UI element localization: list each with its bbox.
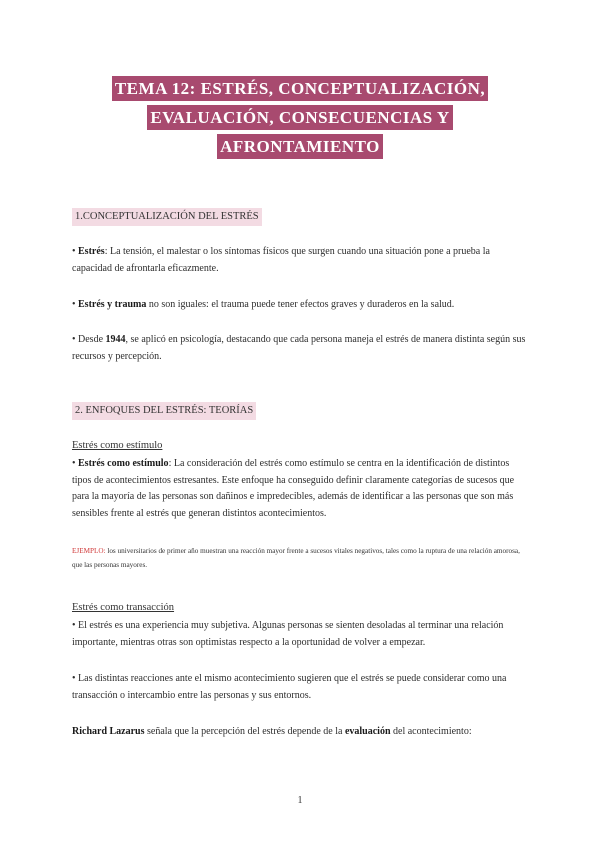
paragraph-historia [72, 332, 528, 365]
term-estimulo: Estrés como estímulo [78, 458, 169, 469]
term-evaluacion: evaluación [344, 726, 391, 737]
lazarus-end: del acontecimiento: [390, 726, 472, 737]
page-title [0, 76, 600, 163]
bullet: • [72, 458, 76, 469]
title-line-2: EVALUACIÓN, CONSECUENCIAS Y [147, 105, 452, 130]
example-tag: EJEMPLO: [72, 547, 106, 555]
paragraph-transaccion-1 [72, 618, 528, 651]
paragraph-estres-trauma [72, 297, 528, 314]
title-line-1: TEMA 12: ESTRÉS, CONCEPTUALIZACIÓN, [112, 76, 488, 101]
author-lazarus: Richard Lazarus [72, 726, 145, 737]
paragraph-lazarus [72, 724, 528, 741]
example-note [72, 544, 528, 572]
bullet: • [72, 673, 76, 684]
term-estres: Estrés [78, 246, 105, 257]
trauma-text: no son iguales: el trauma puede tener efectos graves y duraderos en la salud. [146, 299, 455, 310]
bullet: • [72, 620, 76, 631]
lazarus-mid: señala que la percepción del estrés depende de la [144, 726, 345, 737]
section-heading-enfoques: 2. ENFOQUES DEL ESTRÉS: TEORÍAS [72, 402, 256, 420]
paragraph-transaccion-2 [72, 671, 528, 704]
bullet: • [72, 334, 76, 345]
year-1944: 1944 [105, 334, 126, 345]
definition-text: : La tensión, el malestar o los síntomas físicos que surgen cuando una situación pone a prueba la capacidad de afrontarla eficazmente. [72, 246, 490, 274]
transaccion-text-1: El estrés es una experiencia muy subjetiva. Algunas personas se sienten desoladas al terminar una relación importante, mientras otras son optimistas respecto a la oportunidad de volver a empezar. [72, 620, 504, 648]
page-number: 1 [297, 795, 303, 806]
paragraph-estres-definicion [72, 244, 528, 277]
subheading-estimulo: Estrés como estímulo [72, 440, 163, 451]
section-heading-conceptualizacion: 1.CONCEPTUALIZACIÓN DEL ESTRÉS [72, 208, 262, 226]
bullet: • [72, 246, 76, 257]
transaccion-text-2: Las distintas reacciones ante el mismo acontecimiento sugieren que el estrés se puede considerar como una transacción o intercambio entre las personas y sus entornos. [72, 673, 507, 701]
history-prefix: Desde [78, 334, 106, 345]
example-text: los universitarios de primer año muestran una reacción mayor frente a sucesos vitales negativos, tales como la ruptura de una relación amorosa, que las personas mayores. [72, 547, 520, 569]
estimulo-text: : La consideración del estrés como estímulo se centra en la identificación de distintos tipos de acontecimientos estresantes. Este enfoque ha conseguido definir claramente categorías de sucesos que para la mayoría de las personas son dañinos e impredecibles, además de identificar a las personas que son más sensibles frente al estrés que generan distintos acontecimientos. [72, 458, 515, 519]
subheading-transaccion: Estrés como transacción [72, 602, 175, 613]
bullet: • [72, 299, 76, 310]
paragraph-estimulo [72, 456, 528, 522]
title-line-3: AFRONTAMIENTO [217, 134, 383, 159]
history-text: , se aplicó en psicología, destacando que cada persona maneja el estrés de manera distinta según sus recursos y percepción. [72, 334, 526, 362]
term-estres-trauma: Estrés y trauma [78, 299, 147, 310]
